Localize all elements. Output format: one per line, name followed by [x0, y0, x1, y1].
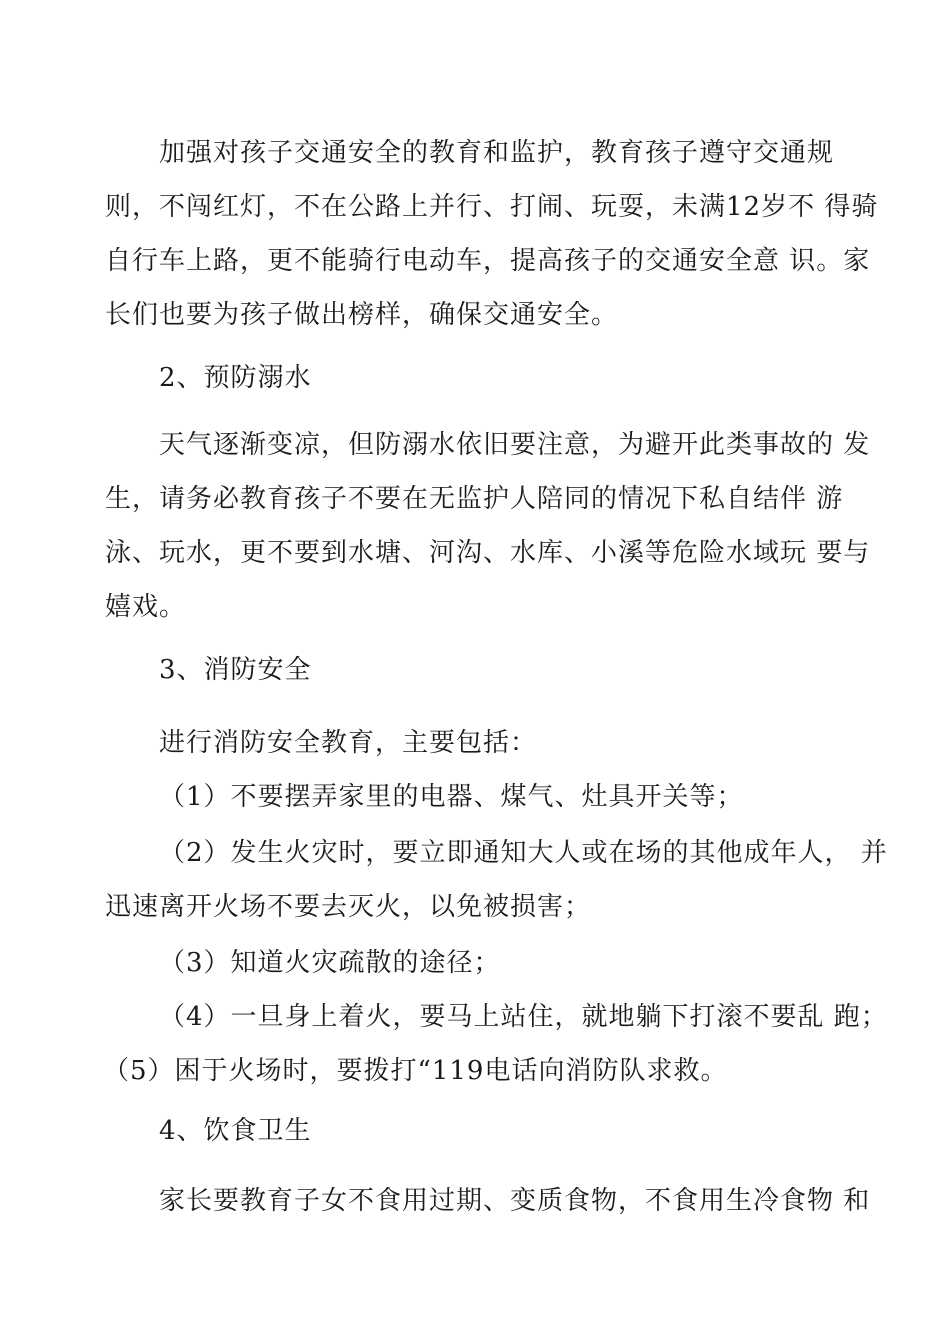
food-heading: 4、饮食卫生 [159, 1116, 312, 1146]
traffic-paragraph-line-4: 长们也要为孩子做出榜样，确保交通安全。 [105, 300, 619, 330]
traffic-paragraph-line-1: 加强对孩子交通安全的教育和监护，教育孩子遵守交通规 [159, 138, 835, 168]
fire-item-2-line-2: 迅速离开火场不要去灭火，以免被损害； [105, 892, 592, 922]
fire-intro: 进行消防安全教育，主要包括： [159, 728, 538, 758]
traffic-paragraph-line-3: 自行车上路，更不能骑行电动车，提高孩子的交通安全意 识。家 [105, 246, 871, 276]
drowning-paragraph-line-3: 泳、玩水，更不要到水塘、河沟、水库、小溪等危险水域玩 要与 [105, 538, 871, 568]
drowning-paragraph-line-2: 生，请务必教育孩子不要在无监护人陪同的情况下私自结伴 游 [105, 484, 844, 514]
drowning-heading: 2、预防溺水 [159, 363, 312, 393]
drowning-paragraph-line-4: 嬉戏。 [105, 592, 187, 622]
fire-heading: 3、消防安全 [159, 655, 312, 685]
fire-item-5: （5）困于火场时，要拨打“119电话向消防队求救。 [103, 1056, 728, 1086]
food-paragraph-line-1: 家长要教育子女不食用过期、变质食物，不食用生冷食物 和 [159, 1186, 871, 1216]
fire-item-4: （4）一旦身上着火，要马上站住，就地躺下打滚不要乱 跑； [159, 1002, 888, 1032]
fire-item-1: （1）不要摆弄家里的电器、煤气、灶具开关等； [159, 782, 744, 812]
traffic-paragraph-line-2: 则，不闯红灯，不在公路上并行、打闹、玩耍，未满12岁不 得骑 [105, 192, 879, 222]
fire-item-2-line-1: （2）发生火灾时，要立即通知大人或在场的其他成年人， 并 [159, 838, 888, 868]
fire-item-3: （3）知道火灾疏散的途径； [159, 948, 501, 978]
drowning-paragraph-line-1: 天气逐渐变凉，但防溺水依旧要注意，为避开此类事故的 发 [159, 430, 871, 460]
